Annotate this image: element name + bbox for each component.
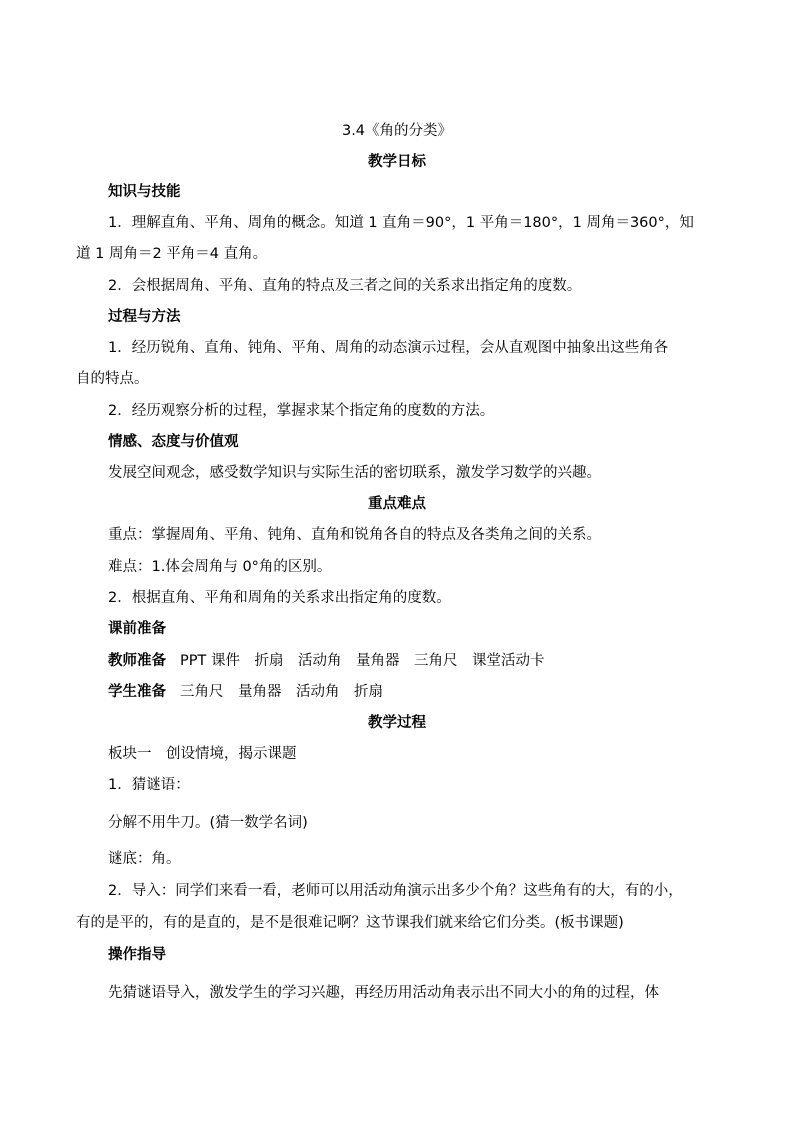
section-heading-process: 教学过程 bbox=[368, 715, 426, 731]
riddle-answer: 谜底：角。 bbox=[108, 851, 181, 867]
riddle-text: 分解不用牛刀。(猜一数学名词) bbox=[108, 815, 308, 831]
teacher-prep-label: 教师准备 bbox=[108, 653, 166, 669]
student-prep-items: 三角尺 量角器 活动角 折扇 bbox=[180, 684, 383, 700]
document-title: 3.4《角的分类》 bbox=[341, 123, 453, 139]
guide-line-1: 先猜谜语导入，激发学生的学习兴趣，再经历用活动角表示出不同大小的角的过程，体 bbox=[108, 985, 659, 1001]
heading-process: 过程与方法 bbox=[108, 309, 181, 325]
knowledge-item-1-line-1: 1．理解直角、平角、周角的概念。知道 1 直角＝90°，1 平角＝180°，1 周角＝360°，知 bbox=[108, 215, 694, 231]
difficulty-2: 2．根据直角、平角和周角的关系求出指定角的度数。 bbox=[108, 590, 451, 606]
intro-line-2: 有的是平的，有的是直的，是不是很难记啊？这节课我们就来给它们分类。(板书课题) bbox=[76, 915, 624, 931]
student-prep-row bbox=[108, 681, 383, 703]
difficulty-1: 难点：1.体会周角与 0°角的区别。 bbox=[108, 559, 332, 575]
process-item-2: 2．经历观察分析的过程，掌握求某个指定角的度数的方法。 bbox=[108, 403, 495, 419]
student-prep-label: 学生准备 bbox=[108, 684, 166, 700]
heading-emotion: 情感、态度与价值观 bbox=[108, 434, 239, 450]
heading-prep: 课前准备 bbox=[108, 621, 166, 637]
riddle-heading: 1．猜谜语： bbox=[108, 777, 190, 793]
key-point: 重点：掌握周角、平角、钝角、直角和锐角各自的特点及各类角之间的关系。 bbox=[108, 527, 601, 543]
process-item-1-line-2: 自的特点。 bbox=[76, 371, 149, 387]
intro-line-1: 2．导入：同学们来看一看，老师可以用活动角演示出多少个角？这些角有的大，有的小， bbox=[108, 883, 683, 899]
emotion-text: 发展空间观念，感受数学知识与实际生活的密切联系，激发学习数学的兴趣。 bbox=[108, 465, 601, 481]
knowledge-item-1-line-2: 道 1 周角＝2 平角＝4 直角。 bbox=[76, 246, 268, 262]
teacher-prep-items: PPT 课件 折扇 活动角 量角器 三角尺 课堂活动卡 bbox=[180, 653, 545, 669]
knowledge-item-2: 2．会根据周角、平角、直角的特点及三者之间的关系求出指定角的度数。 bbox=[108, 278, 582, 294]
heading-guide: 操作指导 bbox=[108, 947, 166, 963]
heading-knowledge: 知识与技能 bbox=[108, 184, 181, 200]
process-item-1-line-1: 1．经历锐角、直角、钝角、平角、周角的动态演示过程，会从直观图中抽象出这些角各 bbox=[108, 340, 669, 356]
section-heading-objectives: 教学日标 bbox=[368, 154, 426, 170]
block-1-title: 板块一 创设情境，揭示课题 bbox=[108, 746, 297, 762]
section-heading-key: 重点难点 bbox=[368, 496, 426, 512]
teacher-prep-row bbox=[108, 650, 544, 672]
